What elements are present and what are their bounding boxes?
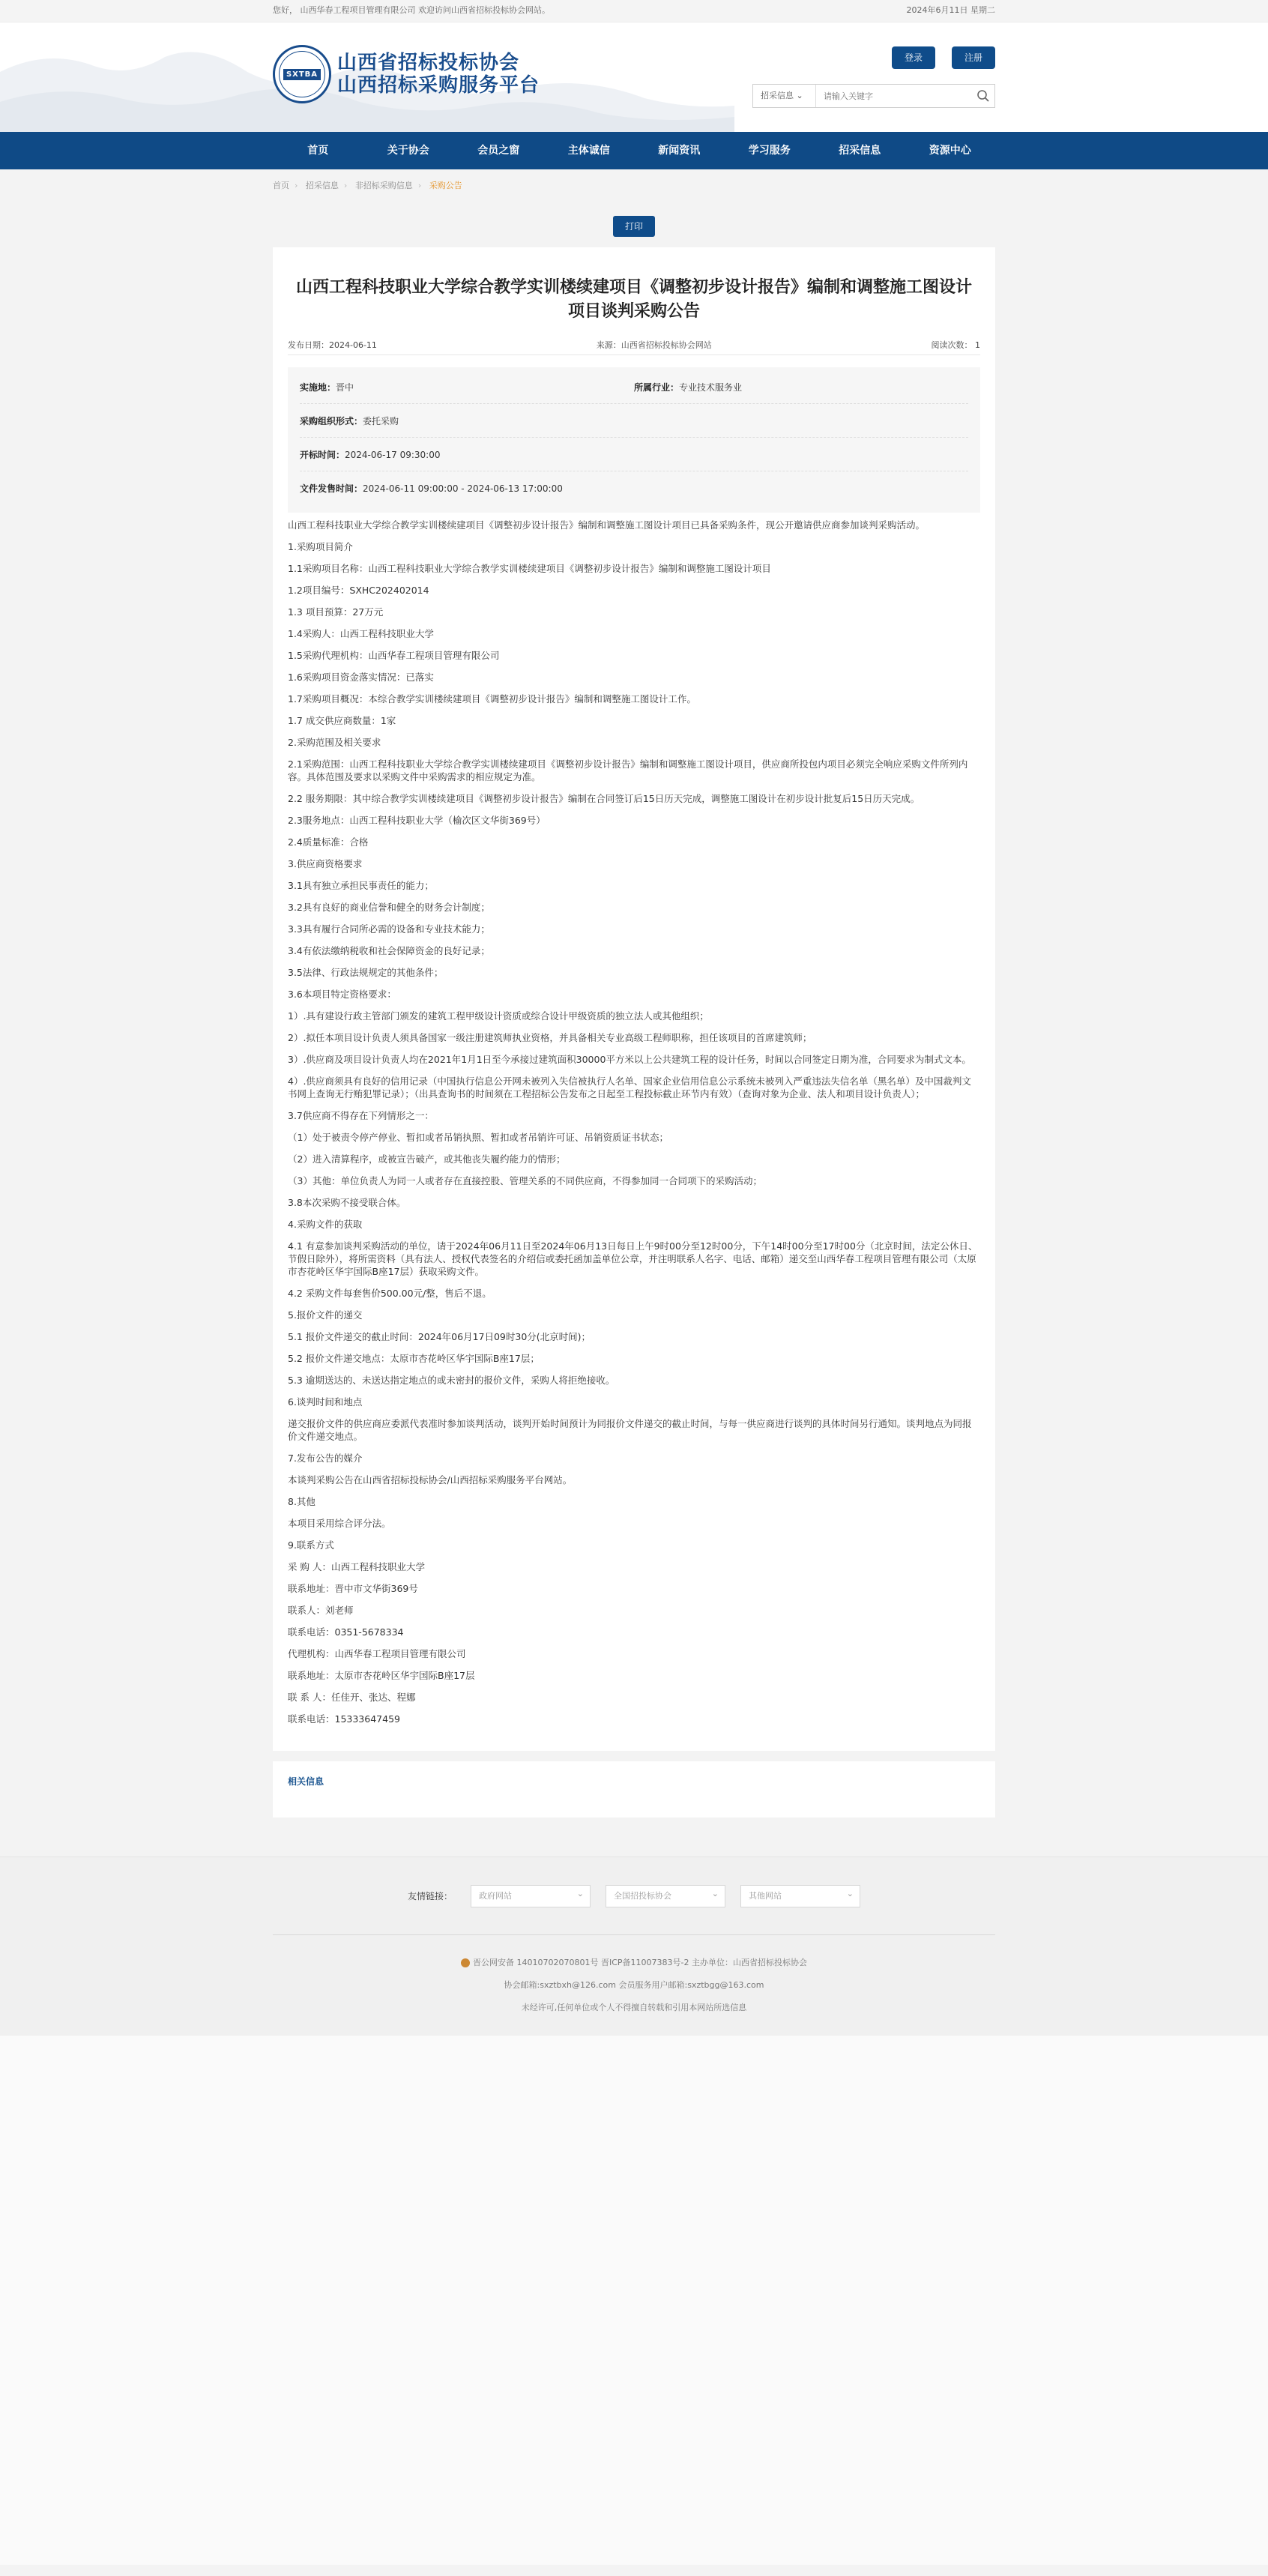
auth-buttons (892, 46, 995, 69)
article-paragraph: 2.4质量标准：合格 (288, 836, 369, 848)
nav-item-news[interactable]: 新闻资讯 (658, 145, 701, 157)
nav-item-learning[interactable]: 学习服务 (748, 145, 791, 157)
article-paragraph: （2）进入清算程序，或被宣告破产，或其他丧失履约能力的情形； (288, 1153, 566, 1165)
related-info-title[interactable]: 相关信息 (288, 1776, 324, 1787)
org-form-value: 委托采购 (363, 415, 399, 426)
article-paragraph: （3）其他：单位负责人为同一人或者存在直接控股、管理关系的不同供应商，不得参加同一合同项下的采购活动； (288, 1175, 762, 1186)
search-category-select[interactable]: 招采信息 ⌄ (753, 85, 816, 107)
article-paragraph: 8.其他 (288, 1496, 316, 1507)
article-paragraph: 2.3服务地点：山西工程科技职业大学（榆次区文华街369号） (288, 815, 546, 826)
project-info-box (288, 367, 980, 513)
industry-label: 所属行业： (634, 381, 680, 393)
article-paragraph: 5.3 逾期送达的、未送达指定地点的或未密封的报价文件，采购人将拒绝接收。 (288, 1375, 615, 1386)
article-paragraph: 4.采购文件的获取 (288, 1219, 363, 1230)
article-paragraph: 1.3 项目预算：27万元 (288, 606, 384, 618)
article-paragraph: 6.谈判时间和地点 (288, 1396, 363, 1408)
article (273, 247, 995, 1751)
article-paragraph: 5.2 报价文件递交地点：太原市杏花岭区华宇国际B座17层； (288, 1353, 540, 1364)
open-time-label: 开标时间： (300, 449, 345, 460)
site-footer (0, 1856, 1268, 2565)
article-paragraph: 联系人：刘老师 (288, 1605, 354, 1616)
publish-date: 发布日期：2024-06-11 (288, 340, 377, 350)
print-bar (273, 202, 995, 246)
article-paragraph: 联 系 人：任佳开、张达、程娜 (288, 1692, 416, 1703)
article-paragraph: 本项目采用综合评分法。 (288, 1518, 391, 1529)
org-form-label: 采购组织形式： (300, 415, 363, 426)
article-paragraph: 2.2 服务期限：其中综合教学实训楼续建项目《调整初步设计报告》编制在合同签订后15日历天完成，调整施工图设计在初步设计批复后15日历天完成。 (288, 793, 920, 804)
article-paragraph: 1.6采购项目资金落实情况：已落实 (288, 672, 434, 683)
article-paragraph: 3.3具有履行合同所必需的设备和专业技术能力； (288, 923, 490, 935)
nav-item-resources[interactable]: 资源中心 (929, 145, 971, 157)
article-paragraph: 9.联系方式 (288, 1539, 334, 1551)
related-info (273, 1761, 995, 1818)
article-paragraph: 采 购 人：山西工程科技职业大学 (288, 1561, 425, 1572)
nav-item-members[interactable]: 会员之窗 (477, 145, 520, 157)
article-paragraph: 3.供应商资格要求 (288, 858, 363, 869)
article-paragraph: 3）.供应商及项目设计负责人均在2021年1月1日至今承接过建筑面积30000平方米以上公共建筑工程的设计任务，时间以合同签定日期为准，合同要求为制式文本。 (288, 1054, 971, 1065)
article-paragraph: 1）.具有建设行政主管部门颁发的建筑工程甲级设计资质或综合设计甲级资质的独立法人或其他组织； (288, 1010, 709, 1022)
article-paragraph: 3.6本项目特定资格要求： (288, 989, 396, 1000)
article-paragraph: 4.2 采购文件每套售价500.00元/整，售后不退。 (288, 1288, 492, 1299)
search-box (752, 84, 995, 108)
article-paragraph: 本谈判采购公告在山西省招标投标协会/山西招标采购服务平台网站。 (288, 1474, 573, 1485)
article-paragraph: 3.4有依法缴纳税收和社会保障资金的良好记录； (288, 945, 490, 956)
article-title: 山西工程科技职业大学综合教学实训楼续建项目《调整初步设计报告》编制和调整施工图设计项目谈判采购公告 (295, 278, 972, 321)
article-paragraph: 3.1具有独立承担民事责任的能力； (288, 880, 434, 891)
article-paragraph: 联系电话：15333647459 (288, 1713, 400, 1725)
article-paragraph: 3.8本次采购不接受联合体。 (288, 1197, 406, 1208)
top-bar (0, 0, 1268, 22)
article-paragraph: 1.2项目编号：SXHC202402014 (288, 585, 429, 596)
breadcrumb-non-tender[interactable]: 非招标采购信息 (354, 181, 413, 190)
article-paragraph: （1）处于被责令停产停业、暂扣或者吊销执照、暂扣或者吊销许可证、吊销资质证书状态； (288, 1132, 668, 1143)
register-button[interactable]: 注册 (952, 46, 995, 69)
article-paragraph: 联系地址：太原市杏花岭区华宇国际B座17层 (288, 1670, 475, 1681)
friend-links (273, 1857, 995, 1935)
article-paragraph: 代理机构：山西华春工程项目管理有限公司 (288, 1648, 466, 1659)
nav-item-about[interactable]: 关于协会 (387, 145, 429, 157)
article-body (288, 514, 980, 1730)
sale-time-label: 文件发售时间： (300, 483, 363, 494)
nav-item-credit[interactable]: 主体诚信 (567, 145, 610, 157)
greeting-text: 您好， 山西华春工程项目管理有限公司 欢迎访问山西省招标投标协会网站。 (273, 5, 550, 15)
view-count: 阅读次数： 1 (931, 340, 980, 350)
article-paragraph: 联系地址：晋中市文华街369号 (288, 1583, 418, 1594)
search-input[interactable] (816, 91, 972, 101)
article-paragraph: 2）.拟任本项目设计负责人须具备国家一级注册建筑师执业资格，并具备相关专业高级工程师职称，担任该项目的首席建筑师； (288, 1032, 812, 1043)
gov-sites-select[interactable]: 政府网站 ⌄ (471, 1885, 591, 1907)
article-paragraph: 5.报价文件的递交 (288, 1309, 363, 1321)
location-label: 实施地： (300, 381, 336, 393)
main-nav (0, 132, 1268, 169)
article-paragraph: 1.5采购代理机构：山西华春工程项目管理有限公司 (288, 650, 500, 661)
print-button[interactable]: 打印 (613, 216, 655, 237)
breadcrumb-home[interactable]: 首页 (273, 181, 289, 190)
site-logo[interactable] (273, 45, 540, 103)
footer-line-3: 未经许可,任何单位或个人不得擅自转载和引用本网站所选信息 (521, 2003, 747, 2012)
article-meta (288, 336, 980, 355)
breadcrumb: 首页 › 招采信息 › 非招标采购信息 › 采购公告 (273, 181, 462, 190)
page-bottom-fill (0, 2036, 1268, 2565)
logo-line-2: 山西招标采购服务平台 (337, 74, 540, 97)
footer-line-2: 协会邮箱:sxztbxh@126.com 会员服务用户邮箱:sxztbgg@163.com (504, 1980, 764, 1990)
police-badge-icon (461, 1958, 470, 1967)
site-header (0, 22, 1268, 132)
article-paragraph: 2.1采购范围：山西工程科技职业大学综合教学实训楼续建项目《调整初步设计报告》编制和调整施工图设计项目，供应商所投包内项目必须完全响应采购文件所列内容。具体范围及要求以采购文件中采购需求的相应规定为准。 (288, 758, 968, 782)
article-paragraph: 1.1采购项目名称：山西工程科技职业大学综合教学实训楼续建项目《调整初步设计报告》编制和调整施工图设计项目 (288, 563, 771, 574)
associations-select[interactable]: 全国招投标协会 ⌄ (606, 1885, 725, 1907)
logo-text (337, 52, 540, 97)
article-paragraph: 联系电话：0351-5678334 (288, 1626, 404, 1638)
article-paragraph: 4.1 有意参加谈判采购活动的单位，请于2024年06月11日至2024年06月13日每日上午9时00分至12时00分，下午14时00分至17时00分（北京时间，法定公休日、节假日除外），将所需资料（具有法人、授权代表签名的介绍信或委托函加盖单位公章，并注明联系人名字、电话、邮箱）递交至山西华春工程项目管理有限公司（太原市杏花岭区华宇国际B座17层）获取采购文件。 (288, 1240, 978, 1277)
article-paragraph: 5.1 报价文件递交的截止时间：2024年06月17日09时30分(北京时间)； (288, 1331, 591, 1342)
industry-value: 专业技术服务业 (679, 381, 743, 393)
article-paragraph: 山西工程科技职业大学综合教学实训楼续建项目《调整初步设计报告》编制和调整施工图设计项目已具备采购条件，现公开邀请供应商参加谈判采购活动。 (288, 519, 926, 531)
open-time-value: 2024-06-17 09:30:00 (345, 449, 441, 460)
article-source: 来源：山西省招标投标协会网站 (596, 340, 712, 350)
article-paragraph: 1.7 成交供应商数量：1家 (288, 715, 396, 726)
article-paragraph: 4）.供应商须具有良好的信用记录（中国执行信息公开网未被列入失信被执行人名单、国家企业信用信息公示系统未被列入严重违法失信名单（黑名单）及中国裁判文书网上查询无行贿犯罪记录）；（出具查询书的时间须在工程招标公告发布之日起至工程投标截止环节内有效）（查询对象为企业、法人和项目设计负责人）； (288, 1076, 971, 1100)
login-button[interactable]: 登录 (892, 46, 935, 69)
footer-line-1: 晋公网安备 14010702070801号 晋ICP备11007383号-2 主办单位：山西省招标投标协会 (473, 1958, 807, 1967)
article-paragraph: 1.7采购项目概况：本综合教学实训楼续建项目《调整初步设计报告》编制和调整施工图设计工作。 (288, 693, 696, 705)
sale-time-value: 2024-06-11 09:00:00 - 2024-06-13 17:00:00 (363, 483, 563, 494)
nav-item-home[interactable]: 首页 (307, 145, 329, 157)
article-paragraph: 1.采购项目简介 (288, 541, 353, 552)
breadcrumb-procurement[interactable]: 招采信息 (305, 181, 339, 190)
friend-links-label: 友情链接： (407, 1891, 453, 1901)
article-paragraph: 3.7供应商不得存在下列情形之一： (288, 1110, 434, 1121)
article-paragraph: 递交报价文件的供应商应委派代表准时参加谈判活动，谈判开始时间预计为同报价文件递交的截止时间，与每一供应商进行谈判的具体时间另行通知。谈判地点为同报价文件递交地点。 (288, 1418, 972, 1442)
logo-line-1: 山西省招标投标协会 (337, 52, 520, 74)
article-paragraph: 7.发布公告的媒介 (288, 1453, 363, 1464)
nav-item-procurement[interactable]: 招采信息 (839, 145, 881, 157)
other-sites-select[interactable]: 其他网站 ⌄ (740, 1885, 860, 1907)
copyright (273, 1935, 995, 2036)
location-value: 晋中 (336, 381, 354, 393)
article-paragraph: 3.2具有良好的商业信誉和健全的财务会计制度； (288, 902, 490, 913)
date-text: 2024年6月11日 星期二 (906, 5, 995, 15)
search-icon[interactable] (972, 89, 994, 103)
article-paragraph: 1.4采购人：山西工程科技职业大学 (288, 628, 434, 639)
breadcrumb-current: 采购公告 (429, 181, 462, 190)
article-paragraph: 3.5法律、行政法规规定的其他条件； (288, 967, 444, 978)
article-paragraph: 2.采购范围及相关要求 (288, 737, 381, 748)
association-seal-icon: SXTBA (273, 45, 331, 103)
